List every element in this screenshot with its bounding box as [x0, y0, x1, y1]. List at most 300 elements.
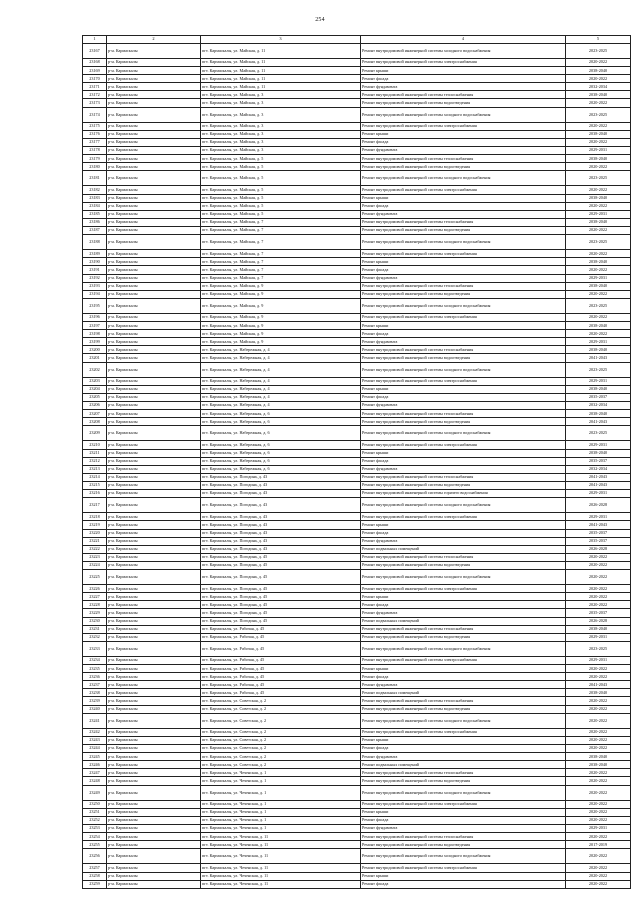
- address-cell: пгт. Кармаскалы, ул. Майская, д. 11: [201, 75, 361, 83]
- work-type-cell: Ремонт крыши: [361, 808, 566, 816]
- district-cell: р-н. Кармаскалы: [107, 354, 201, 362]
- row-number-cell: 23184: [83, 202, 107, 210]
- period-cell: 2020-2022: [566, 728, 631, 736]
- address-cell: пгт. Кармаскалы, ул. Рабочая, д. 45: [201, 625, 361, 633]
- column-header: 4: [361, 36, 566, 44]
- district-cell: р-н. Кармаскалы: [107, 736, 201, 744]
- work-type-cell: Ремонт внутридомовой инженерной системы водоотведения: [361, 418, 566, 426]
- row-number-cell: 23230: [83, 617, 107, 625]
- work-type-cell: Ремонт крыши: [361, 665, 566, 673]
- work-type-cell: Ремонт фундамента: [361, 681, 566, 689]
- table-row: [83, 585, 631, 593]
- row-number-cell: 23172: [83, 91, 107, 99]
- address-cell: пгт. Кармаскалы, ул. Майская, д. 5: [201, 171, 361, 186]
- period-cell: 2020-2022: [566, 800, 631, 808]
- table-row: [83, 210, 631, 218]
- row-number-cell: 23226: [83, 585, 107, 593]
- row-number-cell: 23258: [83, 872, 107, 880]
- work-type-cell: Ремонт внутридомовой инженерной системы электроснабжения: [361, 585, 566, 593]
- period-cell: 2020-2022: [566, 138, 631, 146]
- work-type-cell: Ремонт внутридомовой инженерной системы водоотведения: [361, 481, 566, 489]
- district-cell: р-н. Кармаскалы: [107, 91, 201, 99]
- district-cell: р-н. Кармаскалы: [107, 728, 201, 736]
- table-row: [83, 147, 631, 155]
- district-cell: р-н. Кармаскалы: [107, 402, 201, 410]
- district-cell: р-н. Кармаскалы: [107, 824, 201, 832]
- district-cell: р-н. Кармаскалы: [107, 697, 201, 705]
- district-cell: р-н. Кармаскалы: [107, 641, 201, 656]
- table-body: [83, 36, 631, 889]
- table-row: [83, 465, 631, 473]
- address-cell: пгт. Кармаскалы, ул. Набережная, д. 6: [201, 457, 361, 465]
- period-cell: 2026-2028: [566, 617, 631, 625]
- work-type-cell: Ремонт внутридомовой инженерной системы электроснабжения: [361, 728, 566, 736]
- table-row: [83, 226, 631, 234]
- table-row: [83, 864, 631, 872]
- row-number-cell: 23249: [83, 785, 107, 800]
- row-number-cell: 23234: [83, 657, 107, 665]
- table-row: [83, 657, 631, 665]
- table-row: [83, 418, 631, 426]
- row-number-cell: 23211: [83, 449, 107, 457]
- period-cell: 2035-2037: [566, 529, 631, 537]
- period-cell: 2038-2040: [566, 761, 631, 769]
- work-type-cell: Ремонт внутридомовой инженерной системы водоотведения: [361, 163, 566, 171]
- district-cell: р-н. Кармаскалы: [107, 235, 201, 250]
- work-type-cell: Ремонт фундамента: [361, 609, 566, 617]
- district-cell: р-н. Кармаскалы: [107, 553, 201, 561]
- table-row: [83, 393, 631, 401]
- address-cell: пгт. Кармаскалы, ул. Набережная, д. 4: [201, 393, 361, 401]
- address-cell: пгт. Кармаскалы, ул. Майская, д. 9: [201, 290, 361, 298]
- period-cell: 2023-2025: [566, 362, 631, 377]
- table-row: [83, 521, 631, 529]
- district-cell: р-н. Кармаскалы: [107, 393, 201, 401]
- district-cell: р-н. Кармаскалы: [107, 625, 201, 633]
- district-cell: р-н. Кармаскалы: [107, 410, 201, 418]
- work-type-cell: Ремонт фасада: [361, 393, 566, 401]
- row-number-cell: 23175: [83, 122, 107, 130]
- table-row: [83, 43, 631, 58]
- period-cell: 2020-2022: [566, 713, 631, 728]
- address-cell: пгт. Кармаскалы, ул. Погодина, д. 45: [201, 593, 361, 601]
- table-row: [83, 338, 631, 346]
- work-type-cell: Ремонт внутридомовой инженерной системы холодного водоснабжения: [361, 426, 566, 441]
- address-cell: пгт. Кармаскалы, ул. Майская, д. 11: [201, 83, 361, 91]
- row-number-cell: 23198: [83, 330, 107, 338]
- period-cell: 2035-2037: [566, 537, 631, 545]
- period-cell: 2038-2040: [566, 130, 631, 138]
- period-cell: 2020-2022: [566, 673, 631, 681]
- period-cell: 2038-2040: [566, 194, 631, 202]
- address-cell: пгт. Кармаскалы, ул. Погодина, д. 45: [201, 553, 361, 561]
- district-cell: р-н. Кармаскалы: [107, 473, 201, 481]
- row-number-cell: 23190: [83, 258, 107, 266]
- table-row: [83, 880, 631, 888]
- row-number-cell: 23229: [83, 609, 107, 617]
- table-row: [83, 426, 631, 441]
- row-number-cell: 23238: [83, 689, 107, 697]
- work-type-cell: Ремонт внутридомовой инженерной системы теплоснабжения: [361, 410, 566, 418]
- district-cell: р-н. Кармаскалы: [107, 218, 201, 226]
- period-cell: 2020-2022: [566, 601, 631, 609]
- address-cell: пгт. Кармаскалы, ул. Майская, д. 7: [201, 235, 361, 250]
- district-cell: р-н. Кармаскалы: [107, 490, 201, 498]
- period-cell: 2020-2022: [566, 553, 631, 561]
- district-cell: р-н. Кармаскалы: [107, 274, 201, 282]
- table-row: [83, 171, 631, 186]
- table-row: [83, 250, 631, 258]
- period-cell: 2020-2022: [566, 697, 631, 705]
- work-type-cell: Ремонт крыши: [361, 736, 566, 744]
- address-cell: пгт. Кармаскалы, ул. Майская, д. 11: [201, 67, 361, 75]
- address-cell: пгт. Кармаскалы, ул. Погодина, д. 43: [201, 490, 361, 498]
- row-number-cell: 23213: [83, 465, 107, 473]
- district-cell: р-н. Кармаскалы: [107, 713, 201, 728]
- work-type-cell: Ремонт внутридомовой инженерной системы холодного водоснабжения: [361, 362, 566, 377]
- district-cell: р-н. Кармаскалы: [107, 785, 201, 800]
- header-row: [83, 36, 631, 44]
- address-cell: пгт. Кармаскалы, ул. Набережная, д. 6: [201, 449, 361, 457]
- period-cell: 2038-2040: [566, 91, 631, 99]
- address-cell: пгт. Кармаскалы, ул. Погодина, д. 45: [201, 617, 361, 625]
- period-cell: 2032-2034: [566, 465, 631, 473]
- table-row: [83, 235, 631, 250]
- work-type-cell: Ремонт фасада: [361, 457, 566, 465]
- work-type-cell: Ремонт внутридомовой инженерной системы холодного водоснабжения: [361, 785, 566, 800]
- period-cell: 2029-2031: [566, 147, 631, 155]
- table-row: [83, 824, 631, 832]
- table-row: [83, 346, 631, 354]
- address-cell: пгт. Кармаскалы, ул. Погодина, д. 45: [201, 601, 361, 609]
- row-number-cell: 23212: [83, 457, 107, 465]
- table-row: [83, 673, 631, 681]
- district-cell: р-н. Кармаскалы: [107, 122, 201, 130]
- page-number: 254: [315, 17, 325, 23]
- period-cell: 2041-2043: [566, 681, 631, 689]
- period-cell: 2020-2022: [566, 777, 631, 785]
- address-cell: пгт. Кармаскалы, ул. Советская, д. 2: [201, 745, 361, 753]
- district-cell: р-н. Кармаскалы: [107, 769, 201, 777]
- period-cell: 2020-2022: [566, 593, 631, 601]
- table-row: [83, 689, 631, 697]
- period-cell: 2020-2022: [566, 736, 631, 744]
- row-number-cell: 23193: [83, 282, 107, 290]
- district-cell: р-н. Кармаскалы: [107, 561, 201, 569]
- district-cell: р-н. Кармаскалы: [107, 186, 201, 194]
- district-cell: р-н. Кармаскалы: [107, 385, 201, 393]
- work-type-cell: Ремонт фасада: [361, 75, 566, 83]
- address-cell: пгт. Кармаскалы, ул. Майская, д. 5: [201, 210, 361, 218]
- district-cell: р-н. Кармаскалы: [107, 226, 201, 234]
- table-row: [83, 218, 631, 226]
- row-number-cell: 23206: [83, 402, 107, 410]
- address-cell: пгт. Кармаскалы, ул. Майская, д. 5: [201, 163, 361, 171]
- table-row: [83, 130, 631, 138]
- address-cell: пгт. Кармаскалы, ул. Майская, д. 3: [201, 130, 361, 138]
- table-row: [83, 122, 631, 130]
- address-cell: пгт. Кармаскалы, ул. Майская, д. 9: [201, 322, 361, 330]
- table-row: [83, 593, 631, 601]
- row-number-cell: 23188: [83, 235, 107, 250]
- work-type-cell: Ремонт фундамента: [361, 465, 566, 473]
- period-cell: 2038-2040: [566, 218, 631, 226]
- work-type-cell: Ремонт внутридомовой инженерной системы теплоснабжения: [361, 697, 566, 705]
- work-type-cell: Ремонт внутридомовой инженерной системы холодного водоснабжения: [361, 569, 566, 584]
- district-cell: р-н. Кармаскалы: [107, 513, 201, 521]
- work-type-cell: Ремонт фундамента: [361, 402, 566, 410]
- address-cell: пгт. Кармаскалы, ул. Чеченская, д. 11: [201, 872, 361, 880]
- row-number-cell: 23244: [83, 745, 107, 753]
- work-type-cell: Ремонт внутридомовой инженерной системы теплоснабжения: [361, 625, 566, 633]
- district-cell: р-н. Кармаскалы: [107, 872, 201, 880]
- district-cell: р-н. Кармаскалы: [107, 163, 201, 171]
- work-type-cell: Ремонт внутридомовой инженерной системы электроснабжения: [361, 377, 566, 385]
- period-cell: 2041-2043: [566, 354, 631, 362]
- period-cell: 2029-2031: [566, 210, 631, 218]
- period-cell: 2020-2022: [566, 561, 631, 569]
- period-cell: 2029-2031: [566, 633, 631, 641]
- work-type-cell: Ремонт внутридомовой инженерной системы холодного водоснабжения: [361, 235, 566, 250]
- table-row: [83, 313, 631, 321]
- row-number-cell: 23220: [83, 529, 107, 537]
- address-cell: пгт. Кармаскалы, ул. Чеченская, д. 1: [201, 824, 361, 832]
- work-type-cell: Ремонт внутридомовой инженерной системы водоотведения: [361, 633, 566, 641]
- address-cell: пгт. Кармаскалы, ул. Рабочая, д. 45: [201, 641, 361, 656]
- row-number-cell: 23217: [83, 498, 107, 513]
- period-cell: 2020-2022: [566, 808, 631, 816]
- row-number-cell: 23216: [83, 490, 107, 498]
- row-number-cell: 23248: [83, 777, 107, 785]
- period-cell: 2020-2022: [566, 313, 631, 321]
- row-number-cell: 23182: [83, 186, 107, 194]
- district-cell: р-н. Кармаскалы: [107, 338, 201, 346]
- district-cell: р-н. Кармаскалы: [107, 250, 201, 258]
- table-row: [83, 633, 631, 641]
- address-cell: пгт. Кармаскалы, ул. Набережная, д. 4: [201, 354, 361, 362]
- table-row: [83, 785, 631, 800]
- table-row: [83, 713, 631, 728]
- address-cell: пгт. Кармаскалы, ул. Погодина, д. 43: [201, 529, 361, 537]
- period-cell: 2038-2040: [566, 258, 631, 266]
- work-type-cell: Ремонт внутридомовой инженерной системы электроснабжения: [361, 122, 566, 130]
- address-cell: пгт. Кармаскалы, ул. Майская, д. 11: [201, 43, 361, 58]
- district-cell: р-н. Кармаскалы: [107, 593, 201, 601]
- district-cell: р-н. Кармаскалы: [107, 441, 201, 449]
- district-cell: р-н. Кармаскалы: [107, 681, 201, 689]
- work-type-cell: Ремонт внутридомовой инженерной системы электроснабжения: [361, 250, 566, 258]
- district-cell: р-н. Кармаскалы: [107, 808, 201, 816]
- row-number-cell: 23205: [83, 393, 107, 401]
- address-cell: пгт. Кармаскалы, ул. Рабочая, д. 45: [201, 673, 361, 681]
- district-cell: р-н. Кармаскалы: [107, 322, 201, 330]
- work-type-cell: Ремонт внутридомовой инженерной системы теплоснабжения: [361, 833, 566, 841]
- work-type-cell: Ремонт фундамента: [361, 83, 566, 91]
- work-type-cell: Ремонт крыши: [361, 258, 566, 266]
- table-row: [83, 163, 631, 171]
- district-cell: р-н. Кармаскалы: [107, 537, 201, 545]
- district-cell: р-н. Кармаскалы: [107, 841, 201, 849]
- table-row: [83, 354, 631, 362]
- address-cell: пгт. Кармаскалы, ул. Советская, д. 2: [201, 697, 361, 705]
- district-cell: р-н. Кармаскалы: [107, 99, 201, 107]
- row-number-cell: 23232: [83, 633, 107, 641]
- row-number-cell: 23199: [83, 338, 107, 346]
- address-cell: пгт. Кармаскалы, ул. Чеченская, д. 11: [201, 849, 361, 864]
- period-cell: 2023-2025: [566, 107, 631, 122]
- address-cell: пгт. Кармаскалы, ул. Майская, д. 11: [201, 58, 361, 66]
- district-cell: р-н. Кармаскалы: [107, 266, 201, 274]
- district-cell: р-н. Кармаскалы: [107, 130, 201, 138]
- row-number-cell: 23233: [83, 641, 107, 656]
- row-number-cell: 23228: [83, 601, 107, 609]
- district-cell: р-н. Кармаскалы: [107, 258, 201, 266]
- district-cell: р-н. Кармаскалы: [107, 529, 201, 537]
- table-row: [83, 816, 631, 824]
- period-cell: 2023-2025: [566, 43, 631, 58]
- table-row: [83, 800, 631, 808]
- district-cell: р-н. Кармаскалы: [107, 75, 201, 83]
- work-type-cell: Ремонт внутридомовой инженерной системы холодного водоснабжения: [361, 641, 566, 656]
- period-cell: 2038-2040: [566, 67, 631, 75]
- district-cell: р-н. Кармаскалы: [107, 609, 201, 617]
- work-type-cell: Ремонт внутридомовой инженерной системы электроснабжения: [361, 800, 566, 808]
- work-type-cell: Ремонт внутридомовой инженерной системы теплоснабжения: [361, 346, 566, 354]
- period-cell: 2029-2031: [566, 824, 631, 832]
- district-cell: р-н. Кармаскалы: [107, 147, 201, 155]
- table-row: [83, 75, 631, 83]
- row-number-cell: 23176: [83, 130, 107, 138]
- table-row: [83, 617, 631, 625]
- address-cell: пгт. Кармаскалы, ул. Советская, д. 2: [201, 761, 361, 769]
- row-number-cell: 23251: [83, 808, 107, 816]
- table-row: [83, 553, 631, 561]
- address-cell: пгт. Кармаскалы, ул. Погодина, д. 45: [201, 561, 361, 569]
- period-cell: 2020-2022: [566, 266, 631, 274]
- work-type-cell: Ремонт внутридомовой инженерной системы водоотведения: [361, 290, 566, 298]
- period-cell: 2020-2022: [566, 585, 631, 593]
- period-cell: 2023-2025: [566, 641, 631, 656]
- address-cell: пгт. Кармаскалы, ул. Набережная, д. 4: [201, 362, 361, 377]
- address-cell: пгт. Кармаскалы, ул. Чеченская, д. 11: [201, 880, 361, 888]
- row-number-cell: 23214: [83, 473, 107, 481]
- period-cell: 2041-2043: [566, 521, 631, 529]
- row-number-cell: 23218: [83, 513, 107, 521]
- row-number-cell: 23245: [83, 753, 107, 761]
- table-row: [83, 681, 631, 689]
- table-row: [83, 849, 631, 864]
- period-cell: 2020-2022: [566, 665, 631, 673]
- district-cell: р-н. Кармаскалы: [107, 330, 201, 338]
- period-cell: 2035-2037: [566, 393, 631, 401]
- table-row: [83, 362, 631, 377]
- address-cell: пгт. Кармаскалы, ул. Советская, д. 2: [201, 705, 361, 713]
- row-number-cell: 23231: [83, 625, 107, 633]
- address-cell: пгт. Кармаскалы, ул. Погодина, д. 43: [201, 521, 361, 529]
- table-row: [83, 107, 631, 122]
- row-number-cell: 23241: [83, 713, 107, 728]
- district-cell: р-н. Кармаскалы: [107, 457, 201, 465]
- period-cell: 2020-2022: [566, 226, 631, 234]
- work-type-cell: Ремонт внутридомовой инженерной системы теплоснабжения: [361, 769, 566, 777]
- work-type-cell: Ремонт внутридомовой инженерной системы водоотведения: [361, 99, 566, 107]
- period-cell: 2020-2022: [566, 569, 631, 584]
- table-row: [83, 490, 631, 498]
- period-cell: 2029-2031: [566, 338, 631, 346]
- period-cell: 2038-2040: [566, 625, 631, 633]
- address-cell: пгт. Кармаскалы, ул. Чеченская, д. 1: [201, 769, 361, 777]
- table-row: [83, 761, 631, 769]
- row-number-cell: 23225: [83, 569, 107, 584]
- table-row: [83, 841, 631, 849]
- work-type-cell: Ремонт внутридомовой инженерной системы электроснабжения: [361, 513, 566, 521]
- table-row: [83, 641, 631, 656]
- period-cell: 2041-2043: [566, 473, 631, 481]
- row-number-cell: 23191: [83, 266, 107, 274]
- row-number-cell: 23194: [83, 290, 107, 298]
- table-row: [83, 186, 631, 194]
- table-row: [83, 202, 631, 210]
- row-number-cell: 23253: [83, 824, 107, 832]
- district-cell: р-н. Кармаскалы: [107, 569, 201, 584]
- period-cell: 2026-2028: [566, 498, 631, 513]
- work-type-cell: Ремонт внутридомовой инженерной системы электроснабжения: [361, 313, 566, 321]
- row-number-cell: 23242: [83, 728, 107, 736]
- row-number-cell: 23171: [83, 83, 107, 91]
- period-cell: 2029-2031: [566, 657, 631, 665]
- period-cell: 2032-2034: [566, 402, 631, 410]
- table-row: [83, 441, 631, 449]
- period-cell: 2038-2040: [566, 689, 631, 697]
- district-cell: р-н. Кармаскалы: [107, 58, 201, 66]
- table-row: [83, 481, 631, 489]
- work-type-cell: Ремонт крыши: [361, 385, 566, 393]
- row-number-cell: 23203: [83, 377, 107, 385]
- table-row: [83, 601, 631, 609]
- period-cell: 2029-2031: [566, 377, 631, 385]
- address-cell: пгт. Кармаскалы, ул. Майская, д. 3: [201, 147, 361, 155]
- row-number-cell: 23197: [83, 322, 107, 330]
- row-number-cell: 23243: [83, 736, 107, 744]
- row-number-cell: 23215: [83, 481, 107, 489]
- work-type-cell: Ремонт крыши: [361, 322, 566, 330]
- district-cell: р-н. Кармаскалы: [107, 449, 201, 457]
- period-cell: 2038-2040: [566, 282, 631, 290]
- row-number-cell: 23192: [83, 274, 107, 282]
- period-cell: 2020-2022: [566, 785, 631, 800]
- row-number-cell: 23254: [83, 833, 107, 841]
- address-cell: пгт. Кармаскалы, ул. Чеченская, д. 1: [201, 777, 361, 785]
- district-cell: р-н. Кармаскалы: [107, 418, 201, 426]
- table-row: [83, 138, 631, 146]
- row-number-cell: 23179: [83, 155, 107, 163]
- district-cell: р-н. Кармаскалы: [107, 313, 201, 321]
- period-cell: 2020-2022: [566, 849, 631, 864]
- table-row: [83, 609, 631, 617]
- table-row: [83, 753, 631, 761]
- work-type-cell: Ремонт фундамента: [361, 210, 566, 218]
- work-type-cell: Ремонт фасада: [361, 601, 566, 609]
- table-row: [83, 745, 631, 753]
- table-row: [83, 330, 631, 338]
- address-cell: пгт. Кармаскалы, ул. Майская, д. 5: [201, 194, 361, 202]
- district-cell: р-н. Кармаскалы: [107, 880, 201, 888]
- row-number-cell: 23167: [83, 43, 107, 58]
- district-cell: р-н. Кармаскалы: [107, 745, 201, 753]
- row-number-cell: 23170: [83, 75, 107, 83]
- address-cell: пгт. Кармаскалы, ул. Чеченская, д. 1: [201, 800, 361, 808]
- district-cell: р-н. Кармаскалы: [107, 194, 201, 202]
